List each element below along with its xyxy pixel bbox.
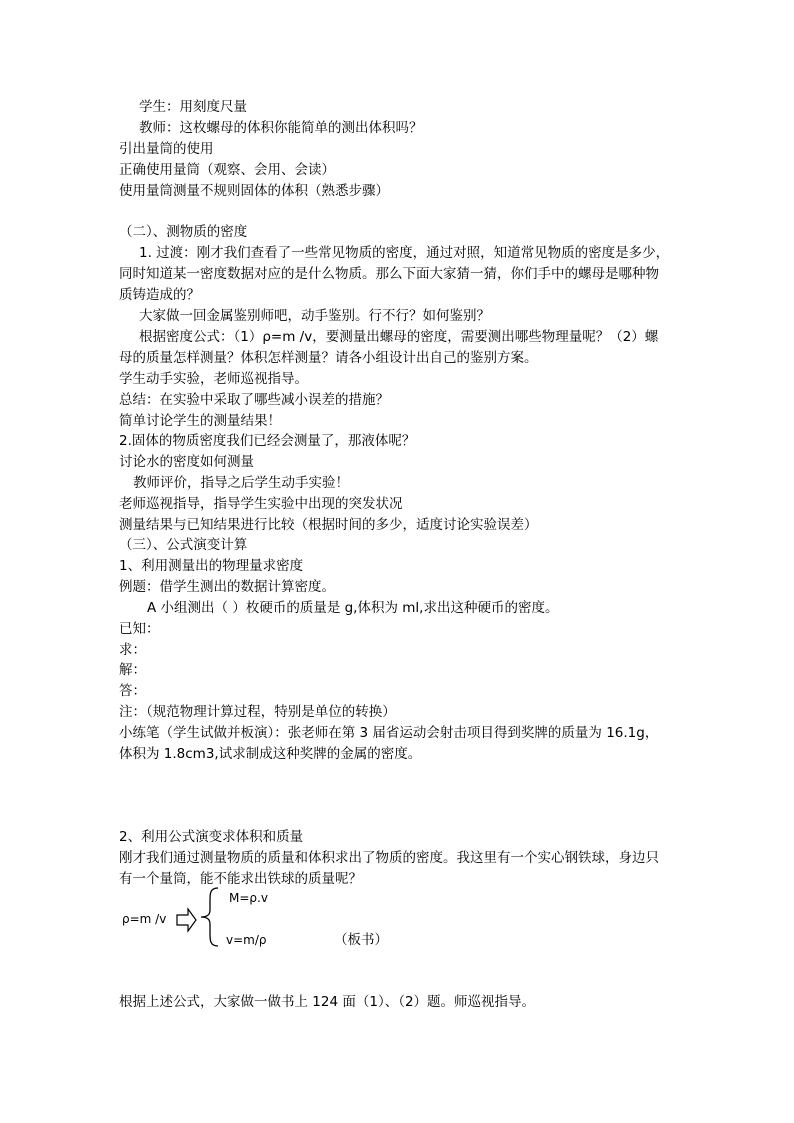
text-line: 刚才我们通过测量物质的质量和体积求出了物质的密度。我这里有一个实心钢铁球，身边只 <box>119 850 659 866</box>
section-heading: （三）、公式演变计算 <box>119 537 248 553</box>
text-line: 例题：借学生测出的数据计算密度。 <box>119 579 335 595</box>
text-line: 使用量筒测量不规则固体的体积（熟悉步骤） <box>119 183 389 199</box>
text-line: 母的质量怎样测量？体积怎样测量？请各小组设计出自己的鉴别方案。 <box>119 350 538 366</box>
subsection-heading: 1、利用测量出的物理量求密度 <box>119 558 304 574</box>
text-line: 学生：用刻度尺量 <box>139 99 247 115</box>
text-line: 注：（规范物理计算过程，特别是单位的转换） <box>119 704 396 720</box>
text-line: 根据上述公式，大家做一做书上 124 面（1）、（2）题。师巡视指导。 <box>119 994 536 1010</box>
subsection-heading: 2、利用公式演变求体积和质量 <box>119 829 304 845</box>
text-line: 教师：这枚螺母的体积你能简单的测出体积吗？ <box>139 120 423 136</box>
text-line: 讨论水的密度如何测量 <box>119 454 254 470</box>
section-heading: （二）、测物质的密度 <box>119 224 248 240</box>
text-line: 老师巡视指导，指导学生实验中出现的突发状况 <box>119 496 403 512</box>
text-line: 有一个量筒，能不能求出铁球的质量呢？ <box>119 871 362 887</box>
text-line: 小练笔（学生试做并板演）：张老师在第 3 届省运动会射击项目得到奖牌的质量为 16.1g， <box>119 725 659 741</box>
text-line: 体积为 1.8cm3,试求制成这种奖牌的金属的密度。 <box>119 746 422 762</box>
implies-arrow-icon <box>176 907 198 933</box>
text-line: 质铸造成的？ <box>119 287 200 303</box>
text-line: 已知： <box>119 621 160 637</box>
blackboard-note: （板书） <box>334 932 388 948</box>
text-line: 大家做一回金属鉴别师吧，动手鉴别。行不行？如何鉴别？ <box>139 308 490 324</box>
text-line: 教师评价，指导之后学生动手实验！ <box>133 475 349 491</box>
text-line: 学生动手实验，老师巡视指导。 <box>119 371 308 387</box>
left-brace-icon <box>198 886 220 948</box>
text-line: 2.固体的物质密度我们已经会测量了，那液体呢？ <box>119 433 416 449</box>
text-line: 根据密度公式：（1）ρ=m /v，要测量出螺母的密度，需要测出哪些物理量呢？（2）螺 <box>139 329 659 345</box>
text-line: 答： <box>119 683 146 699</box>
density-formula: ρ=m /v <box>122 912 167 926</box>
text-line: 引出量筒的使用 <box>119 141 214 157</box>
text-line: 1. 过渡：刚才我们查看了一些常见物质的密度，通过对照，知道常见物质的密度是多少， <box>139 245 670 261</box>
text-line: 求： <box>119 642 146 658</box>
text-line: 总结：在实验中采取了哪些减小误差的措施？ <box>119 392 389 408</box>
text-line: 测量结果与已知结果进行比较（根据时间的多少，适度讨论实验误差） <box>119 517 538 533</box>
text-line: A 小组测出（ ）枚硬币的质量是 g,体积为 ml,求出这种硬币的密度。 <box>147 600 559 616</box>
mass-formula: M=ρ.v <box>229 891 268 905</box>
volume-formula: v=m/ρ <box>226 933 267 947</box>
text-line: 正确使用量筒（观察、会用、会读） <box>119 162 335 178</box>
text-line: 简单讨论学生的测量结果！ <box>119 413 281 429</box>
text-line: 解： <box>119 662 146 678</box>
text-line: 同时知道某一密度数据对应的是什么物质。那么下面大家猜一猜，你们手中的螺母是哪种物 <box>119 266 659 282</box>
